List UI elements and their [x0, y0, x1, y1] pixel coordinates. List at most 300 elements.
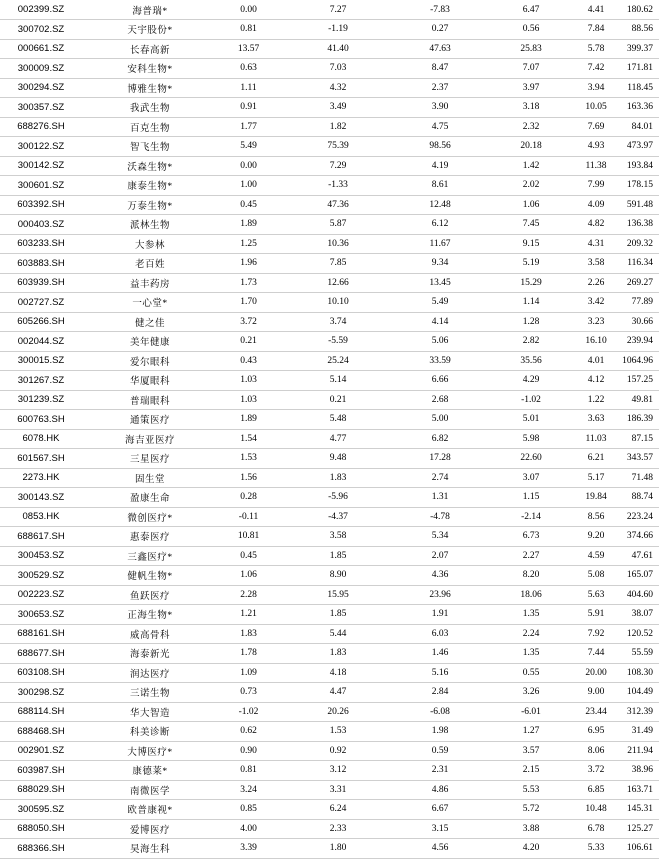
value-4-cell: 25.83: [491, 39, 571, 59]
company-name-cell: 三诺生物: [90, 683, 210, 703]
value-5-cell: 7.42: [571, 59, 621, 79]
stock-code-cell: 688161.SH: [0, 624, 90, 644]
company-name-cell: 南微医学: [90, 780, 210, 800]
value-4-cell: 4.29: [491, 371, 571, 391]
value-3-cell: 1.46: [389, 644, 491, 664]
value-4-cell: 3.97: [491, 78, 571, 98]
value-1-cell: 4.00: [210, 819, 287, 839]
value-1-cell: 1.77: [210, 117, 287, 137]
value-5-cell: 6.95: [571, 722, 621, 742]
value-4-cell: 6.47: [491, 0, 571, 20]
value-4-cell: 5.19: [491, 254, 571, 274]
value-2-cell: 3.12: [287, 761, 389, 781]
value-5-cell: 7.84: [571, 20, 621, 40]
value-2-cell: 1.80: [287, 839, 389, 859]
value-6-cell: 104.49: [621, 683, 659, 703]
value-4-cell: 35.56: [491, 351, 571, 371]
value-1-cell: 3.72: [210, 312, 287, 332]
value-1-cell: 0.63: [210, 59, 287, 79]
company-name-cell: 海泰新光: [90, 644, 210, 664]
table-row: [0, 761, 659, 781]
value-5-cell: 9.00: [571, 683, 621, 703]
value-5-cell: 10.05: [571, 98, 621, 118]
value-1-cell: 0.45: [210, 195, 287, 215]
value-3-cell: 4.19: [389, 156, 491, 176]
value-3-cell: -7.83: [389, 0, 491, 20]
company-name-cell: 百克生物: [90, 117, 210, 137]
company-name-cell: 海吉亚医疗: [90, 429, 210, 449]
table-row: [0, 780, 659, 800]
company-name-cell: 博雅生物*: [90, 78, 210, 98]
value-2-cell: 5.44: [287, 624, 389, 644]
value-4-cell: 2.27: [491, 546, 571, 566]
value-2-cell: 47.36: [287, 195, 389, 215]
stock-code-cell: 002901.SZ: [0, 741, 90, 761]
stock-code-cell: 000403.SZ: [0, 215, 90, 235]
table-row: [0, 566, 659, 586]
value-5-cell: 5.08: [571, 566, 621, 586]
table-row: [0, 741, 659, 761]
value-2-cell: 4.32: [287, 78, 389, 98]
value-3-cell: -4.78: [389, 507, 491, 527]
table-row: [0, 663, 659, 683]
value-4-cell: 3.57: [491, 741, 571, 761]
value-6-cell: 120.52: [621, 624, 659, 644]
value-1-cell: 0.28: [210, 488, 287, 508]
value-1-cell: 0.62: [210, 722, 287, 742]
company-name-cell: 正海生物*: [90, 605, 210, 625]
value-5-cell: 5.17: [571, 468, 621, 488]
value-3-cell: 2.31: [389, 761, 491, 781]
value-3-cell: 5.49: [389, 293, 491, 313]
table-row: [0, 371, 659, 391]
value-4-cell: 0.56: [491, 20, 571, 40]
value-3-cell: 1.31: [389, 488, 491, 508]
table-row: [0, 215, 659, 235]
table-row: [0, 273, 659, 293]
value-1-cell: 0.00: [210, 0, 287, 20]
company-name-cell: 固生堂: [90, 468, 210, 488]
table-row: [0, 0, 659, 20]
stock-code-cell: 300702.SZ: [0, 20, 90, 40]
stock-code-cell: 688468.SH: [0, 722, 90, 742]
value-6-cell: 178.15: [621, 176, 659, 196]
table-row: [0, 468, 659, 488]
value-2-cell: 1.82: [287, 117, 389, 137]
value-2-cell: 7.29: [287, 156, 389, 176]
stock-code-cell: 6078.HK: [0, 429, 90, 449]
company-name-cell: 欧普康视*: [90, 800, 210, 820]
value-3-cell: 8.61: [389, 176, 491, 196]
table-row: [0, 644, 659, 664]
value-4-cell: 18.06: [491, 585, 571, 605]
value-5-cell: 5.78: [571, 39, 621, 59]
company-name-cell: 微创医疗*: [90, 507, 210, 527]
value-5-cell: 20.00: [571, 663, 621, 683]
value-6-cell: 87.15: [621, 429, 659, 449]
value-1-cell: 1.03: [210, 390, 287, 410]
table-row: [0, 449, 659, 469]
value-2-cell: 4.18: [287, 663, 389, 683]
value-1-cell: 0.45: [210, 546, 287, 566]
value-2-cell: 1.85: [287, 605, 389, 625]
stock-code-cell: 688114.SH: [0, 702, 90, 722]
company-name-cell: 三鑫医疗*: [90, 546, 210, 566]
table-row: [0, 78, 659, 98]
table-row: [0, 156, 659, 176]
value-6-cell: 186.39: [621, 410, 659, 430]
value-4-cell: 1.06: [491, 195, 571, 215]
value-2-cell: 8.90: [287, 566, 389, 586]
stock-code-cell: 300142.SZ: [0, 156, 90, 176]
value-1-cell: 3.24: [210, 780, 287, 800]
table-row: [0, 39, 659, 59]
value-5-cell: 5.33: [571, 839, 621, 859]
value-6-cell: 591.48: [621, 195, 659, 215]
value-1-cell: 1.54: [210, 429, 287, 449]
value-5-cell: 4.82: [571, 215, 621, 235]
value-2-cell: 5.87: [287, 215, 389, 235]
value-2-cell: 7.85: [287, 254, 389, 274]
value-4-cell: 0.55: [491, 663, 571, 683]
value-4-cell: 1.35: [491, 605, 571, 625]
stock-code-cell: 301239.SZ: [0, 390, 90, 410]
table-row: [0, 117, 659, 137]
company-name-cell: 华厦眼科: [90, 371, 210, 391]
table-row: [0, 702, 659, 722]
company-name-cell: 惠泰医疗: [90, 527, 210, 547]
value-4-cell: 3.07: [491, 468, 571, 488]
stock-code-cell: 688029.SH: [0, 780, 90, 800]
value-2-cell: 3.49: [287, 98, 389, 118]
value-2-cell: 75.39: [287, 137, 389, 157]
value-4-cell: 8.20: [491, 566, 571, 586]
value-4-cell: 5.72: [491, 800, 571, 820]
value-3-cell: 2.84: [389, 683, 491, 703]
stock-code-cell: 000661.SZ: [0, 39, 90, 59]
value-5-cell: 2.26: [571, 273, 621, 293]
stock-code-cell: 300009.SZ: [0, 59, 90, 79]
value-1-cell: 2.28: [210, 585, 287, 605]
value-4-cell: 6.73: [491, 527, 571, 547]
value-6-cell: 404.60: [621, 585, 659, 605]
value-3-cell: 0.27: [389, 20, 491, 40]
stock-code-cell: 0853.HK: [0, 507, 90, 527]
company-name-cell: 安科生物*: [90, 59, 210, 79]
value-4-cell: 3.18: [491, 98, 571, 118]
table-row: [0, 605, 659, 625]
value-4-cell: 4.20: [491, 839, 571, 859]
company-name-cell: 大博医疗*: [90, 741, 210, 761]
company-name-cell: 爱尔眼科: [90, 351, 210, 371]
value-1-cell: 1.11: [210, 78, 287, 98]
value-4-cell: -2.14: [491, 507, 571, 527]
value-5-cell: 7.44: [571, 644, 621, 664]
value-2-cell: -1.33: [287, 176, 389, 196]
value-3-cell: 2.68: [389, 390, 491, 410]
value-4-cell: 1.28: [491, 312, 571, 332]
value-5-cell: 4.12: [571, 371, 621, 391]
value-1-cell: 1.25: [210, 234, 287, 254]
value-4-cell: 5.98: [491, 429, 571, 449]
value-2-cell: 1.53: [287, 722, 389, 742]
table-row: [0, 585, 659, 605]
value-2-cell: 12.66: [287, 273, 389, 293]
value-5-cell: 3.72: [571, 761, 621, 781]
value-5-cell: 7.99: [571, 176, 621, 196]
value-1-cell: 1.09: [210, 663, 287, 683]
stock-code-cell: 688617.SH: [0, 527, 90, 547]
value-6-cell: 312.39: [621, 702, 659, 722]
value-5-cell: 4.93: [571, 137, 621, 157]
stock-code-cell: 300601.SZ: [0, 176, 90, 196]
table-row: [0, 137, 659, 157]
value-5-cell: 7.92: [571, 624, 621, 644]
table-row: [0, 488, 659, 508]
company-name-cell: 通策医疗: [90, 410, 210, 430]
value-3-cell: 1.91: [389, 605, 491, 625]
value-4-cell: 7.07: [491, 59, 571, 79]
value-5-cell: 4.01: [571, 351, 621, 371]
stock-code-cell: 300143.SZ: [0, 488, 90, 508]
value-4-cell: -1.02: [491, 390, 571, 410]
value-1-cell: 0.91: [210, 98, 287, 118]
value-3-cell: 11.67: [389, 234, 491, 254]
value-2-cell: 5.48: [287, 410, 389, 430]
value-2-cell: 3.58: [287, 527, 389, 547]
value-5-cell: 4.31: [571, 234, 621, 254]
value-3-cell: 5.06: [389, 332, 491, 352]
value-5-cell: 5.63: [571, 585, 621, 605]
value-3-cell: 13.45: [389, 273, 491, 293]
stock-code-cell: 301267.SZ: [0, 371, 90, 391]
value-6-cell: 473.97: [621, 137, 659, 157]
table-row: [0, 390, 659, 410]
value-2-cell: 1.83: [287, 644, 389, 664]
table-row: [0, 312, 659, 332]
value-6-cell: 374.66: [621, 527, 659, 547]
company-name-cell: 智飞生物: [90, 137, 210, 157]
value-5-cell: 8.06: [571, 741, 621, 761]
value-4-cell: 15.29: [491, 273, 571, 293]
value-5-cell: 4.41: [571, 0, 621, 20]
value-3-cell: 2.37: [389, 78, 491, 98]
value-6-cell: 136.38: [621, 215, 659, 235]
table-row: [0, 20, 659, 40]
table-row: [0, 176, 659, 196]
value-6-cell: 106.61: [621, 839, 659, 859]
value-6-cell: 38.96: [621, 761, 659, 781]
value-3-cell: 98.56: [389, 137, 491, 157]
value-4-cell: -6.01: [491, 702, 571, 722]
company-name-cell: 科美诊断: [90, 722, 210, 742]
table-row: [0, 819, 659, 839]
value-2-cell: 41.40: [287, 39, 389, 59]
value-3-cell: 4.86: [389, 780, 491, 800]
table-row: [0, 332, 659, 352]
value-1-cell: 0.81: [210, 20, 287, 40]
value-5-cell: 3.94: [571, 78, 621, 98]
value-4-cell: 1.42: [491, 156, 571, 176]
value-4-cell: 2.82: [491, 332, 571, 352]
table-row: [0, 98, 659, 118]
value-6-cell: 49.81: [621, 390, 659, 410]
value-6-cell: 193.84: [621, 156, 659, 176]
value-2-cell: 1.85: [287, 546, 389, 566]
table-row: [0, 293, 659, 313]
value-2-cell: 15.95: [287, 585, 389, 605]
value-1-cell: 1.96: [210, 254, 287, 274]
table-row: [0, 722, 659, 742]
value-6-cell: 30.66: [621, 312, 659, 332]
value-5-cell: 11.38: [571, 156, 621, 176]
stock-code-cell: 300294.SZ: [0, 78, 90, 98]
table-row: [0, 59, 659, 79]
value-2-cell: 25.24: [287, 351, 389, 371]
company-name-cell: 普瑞眼科: [90, 390, 210, 410]
table-row: [0, 800, 659, 820]
value-2-cell: 4.77: [287, 429, 389, 449]
value-1-cell: -1.02: [210, 702, 287, 722]
value-3-cell: -6.08: [389, 702, 491, 722]
stock-code-cell: 688366.SH: [0, 839, 90, 859]
value-2-cell: 4.47: [287, 683, 389, 703]
value-3-cell: 5.00: [389, 410, 491, 430]
value-3-cell: 5.16: [389, 663, 491, 683]
value-1-cell: 5.49: [210, 137, 287, 157]
value-6-cell: 125.27: [621, 819, 659, 839]
value-1-cell: 1.06: [210, 566, 287, 586]
company-name-cell: 爱博医疗: [90, 819, 210, 839]
value-5-cell: 16.10: [571, 332, 621, 352]
value-3-cell: 6.12: [389, 215, 491, 235]
value-2-cell: -1.19: [287, 20, 389, 40]
stock-code-cell: 688276.SH: [0, 117, 90, 137]
stock-code-cell: 603883.SH: [0, 254, 90, 274]
value-1-cell: 1.89: [210, 410, 287, 430]
value-1-cell: -0.11: [210, 507, 287, 527]
value-4-cell: 9.15: [491, 234, 571, 254]
value-4-cell: 1.14: [491, 293, 571, 313]
value-1-cell: 0.00: [210, 156, 287, 176]
value-6-cell: 31.49: [621, 722, 659, 742]
value-3-cell: 12.48: [389, 195, 491, 215]
value-4-cell: 2.02: [491, 176, 571, 196]
value-4-cell: 2.15: [491, 761, 571, 781]
value-3-cell: 1.98: [389, 722, 491, 742]
value-6-cell: 47.61: [621, 546, 659, 566]
value-3-cell: 8.47: [389, 59, 491, 79]
value-2-cell: 20.26: [287, 702, 389, 722]
value-1-cell: 0.90: [210, 741, 287, 761]
table-row: [0, 839, 659, 859]
value-2-cell: 10.36: [287, 234, 389, 254]
value-6-cell: 88.74: [621, 488, 659, 508]
value-4-cell: 7.45: [491, 215, 571, 235]
value-1-cell: 1.73: [210, 273, 287, 293]
value-2-cell: 3.31: [287, 780, 389, 800]
value-4-cell: 1.27: [491, 722, 571, 742]
table-row: [0, 507, 659, 527]
value-3-cell: 4.75: [389, 117, 491, 137]
value-4-cell: 3.26: [491, 683, 571, 703]
value-4-cell: 2.24: [491, 624, 571, 644]
value-6-cell: 163.71: [621, 780, 659, 800]
value-4-cell: 5.53: [491, 780, 571, 800]
company-name-cell: 天宇股份*: [90, 20, 210, 40]
value-6-cell: 180.62: [621, 0, 659, 20]
table-row: [0, 624, 659, 644]
value-3-cell: 6.82: [389, 429, 491, 449]
value-2-cell: 7.03: [287, 59, 389, 79]
value-6-cell: 223.24: [621, 507, 659, 527]
value-1-cell: 0.81: [210, 761, 287, 781]
company-name-cell: 华大智造: [90, 702, 210, 722]
table-row: [0, 527, 659, 547]
value-1-cell: 1.83: [210, 624, 287, 644]
value-5-cell: 5.91: [571, 605, 621, 625]
value-6-cell: 55.59: [621, 644, 659, 664]
value-5-cell: 6.85: [571, 780, 621, 800]
value-1-cell: 10.81: [210, 527, 287, 547]
value-3-cell: 6.67: [389, 800, 491, 820]
value-1-cell: 1.21: [210, 605, 287, 625]
value-3-cell: 6.66: [389, 371, 491, 391]
value-3-cell: 3.15: [389, 819, 491, 839]
company-name-cell: 昊海生科: [90, 839, 210, 859]
value-3-cell: 47.63: [389, 39, 491, 59]
stock-code-cell: 002044.SZ: [0, 332, 90, 352]
table-row: [0, 683, 659, 703]
value-5-cell: 4.09: [571, 195, 621, 215]
value-3-cell: 3.90: [389, 98, 491, 118]
value-5-cell: 8.56: [571, 507, 621, 527]
value-3-cell: 9.34: [389, 254, 491, 274]
value-4-cell: 1.35: [491, 644, 571, 664]
company-name-cell: 三星医疗: [90, 449, 210, 469]
value-3-cell: 4.56: [389, 839, 491, 859]
stock-code-cell: 605266.SH: [0, 312, 90, 332]
value-3-cell: 17.28: [389, 449, 491, 469]
value-2-cell: 10.10: [287, 293, 389, 313]
value-6-cell: 399.37: [621, 39, 659, 59]
value-4-cell: 3.88: [491, 819, 571, 839]
company-name-cell: 康泰生物*: [90, 176, 210, 196]
value-3-cell: 6.03: [389, 624, 491, 644]
value-5-cell: 3.42: [571, 293, 621, 313]
value-2-cell: 1.83: [287, 468, 389, 488]
value-2-cell: 3.74: [287, 312, 389, 332]
company-name-cell: 我武生物: [90, 98, 210, 118]
company-name-cell: 盈康生命: [90, 488, 210, 508]
value-5-cell: 9.20: [571, 527, 621, 547]
value-6-cell: 211.94: [621, 741, 659, 761]
stock-code-cell: 603108.SH: [0, 663, 90, 683]
value-5-cell: 1.22: [571, 390, 621, 410]
value-5-cell: 11.03: [571, 429, 621, 449]
company-name-cell: 一心堂*: [90, 293, 210, 313]
value-1-cell: 1.78: [210, 644, 287, 664]
value-1-cell: 1.70: [210, 293, 287, 313]
value-6-cell: 157.25: [621, 371, 659, 391]
company-name-cell: 海普瑞*: [90, 0, 210, 20]
value-6-cell: 239.94: [621, 332, 659, 352]
table-row: [0, 234, 659, 254]
value-3-cell: 23.96: [389, 585, 491, 605]
value-6-cell: 88.56: [621, 20, 659, 40]
company-name-cell: 美年健康: [90, 332, 210, 352]
stock-code-cell: 002399.SZ: [0, 0, 90, 20]
